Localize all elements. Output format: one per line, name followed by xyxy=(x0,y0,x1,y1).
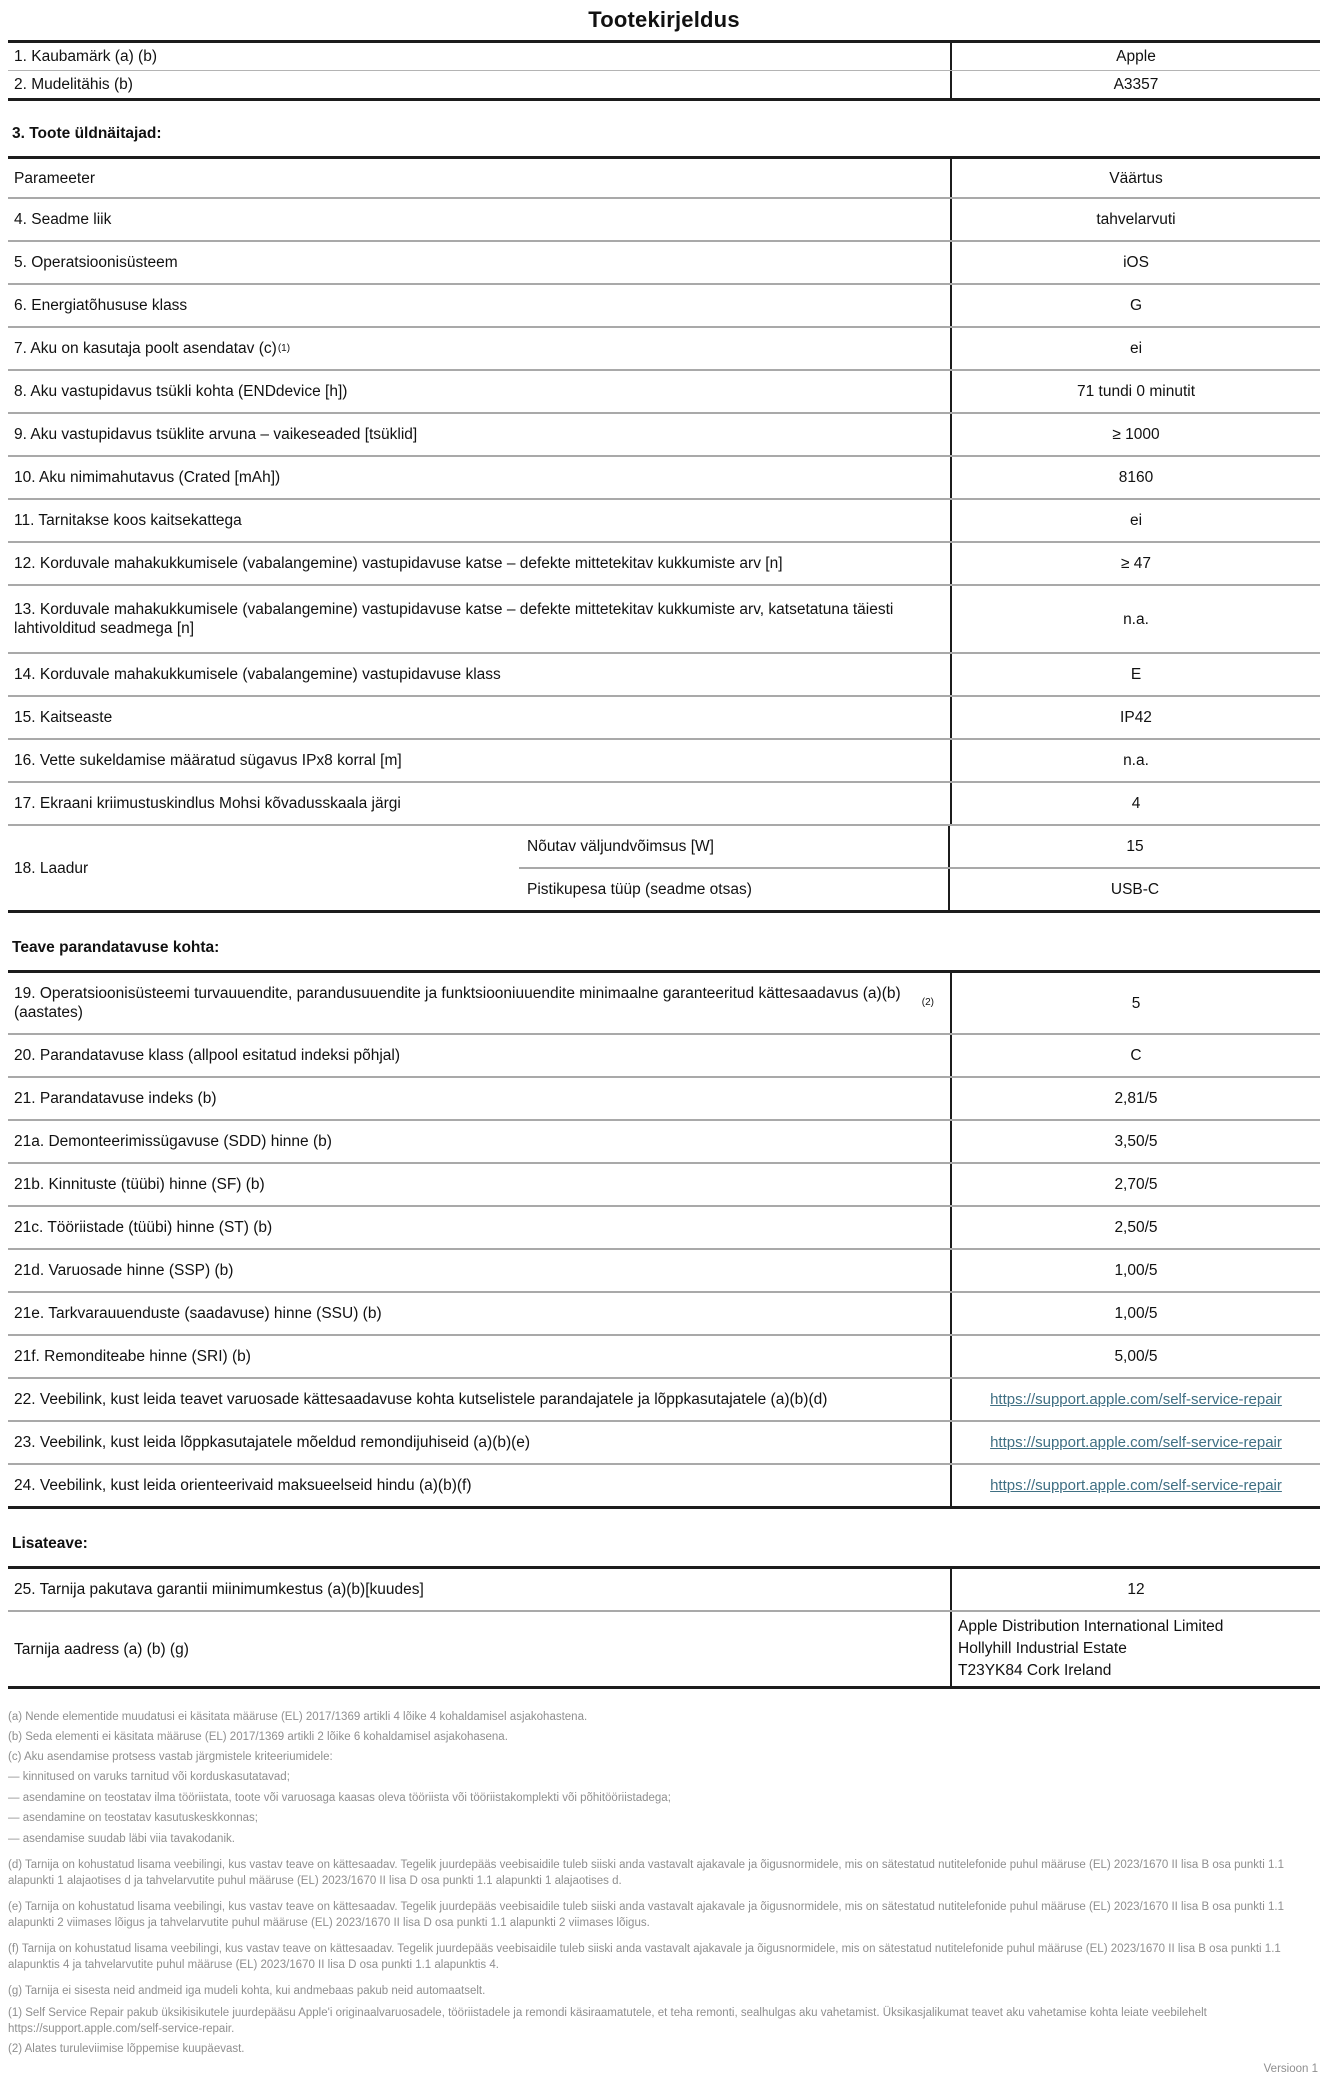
section-heading-repair: Teave parandatavuse kohta: xyxy=(12,939,220,956)
column-header-value: Väärtus xyxy=(950,159,1320,197)
column-header-parameter: Parameeter xyxy=(14,169,95,187)
row-label: 5. Operatsioonisüsteem xyxy=(14,254,178,271)
table-row xyxy=(8,695,1320,738)
self-service-repair-link[interactable]: https://support.apple.com/self-service-repair xyxy=(990,1434,1282,1451)
row-label: 1. Kaubamärk (a) (b) xyxy=(14,48,157,65)
address-line: Apple Distribution International Limited xyxy=(958,1618,1224,1635)
row-label: 24. Veebilink, kust leida orienteerivaid maksueelseid hindu (a)(b)(f) xyxy=(14,1477,472,1494)
row-label-text: 7. Aku on kasutaja poolt asendatav (c) xyxy=(14,340,277,357)
table-row xyxy=(8,1334,1320,1377)
table-row xyxy=(8,283,1320,326)
row-label: 6. Energiatõhususe klass xyxy=(14,297,188,314)
row-value: 8160 xyxy=(950,457,1320,498)
table-row xyxy=(8,1377,1320,1420)
table-row xyxy=(8,973,1320,1033)
table-row xyxy=(8,1119,1320,1162)
row-value xyxy=(950,1465,1320,1506)
row-value: ≥ 1000 xyxy=(950,414,1320,455)
row-label xyxy=(8,328,950,369)
row-label: 10. Aku nimimahutavus (Crated [mAh]) xyxy=(14,469,281,486)
row-value: Apple xyxy=(950,43,1320,70)
table-row xyxy=(8,498,1320,541)
row-label: 11. Tarnitakse koos kaitsekattega xyxy=(14,512,242,529)
row-label: 17. Ekraani kriimustuskindlus Mohsi kõvadusskaala järgi xyxy=(14,795,401,812)
table-row xyxy=(8,326,1320,369)
row-label: 21c. Tööriistade (tüübi) hinne (ST) (b) xyxy=(14,1219,273,1236)
row-label: 12. Korduvale mahakukkumisele (vabalangemine) vastupidavuse katse – defekte mittetekitav kukkumiste arv [n] xyxy=(14,555,783,572)
address-line: T23YK84 Cork Ireland xyxy=(958,1662,1112,1679)
row-label: 13. Korduvale mahakukkumisele (vabalangemine) vastupidavuse katse – defekte mittetekitav kukkumiste arv, katsetatuna täiesti lahtivolditud seadmega [n] xyxy=(14,601,894,637)
footnote-a: (a) Nende elementide muudatusi ei käsitata määruse (EL) 2017/1369 artikli 4 lõike 4 kohaldamisel asjakohastena. xyxy=(8,1711,588,1723)
address-line: Hollyhill Industrial Estate xyxy=(958,1640,1127,1657)
charger-subrow xyxy=(519,867,1320,910)
footnote-c-item: — asendamine on teostatav ilma tööriistata, toote või varuosaga kaasas oleva tööriista või tööriistakomplekti või põhitööriistadega; xyxy=(8,1791,671,1804)
row-label-text: 19. Operatsioonisüsteemi turvauuendite, parandusuuendite ja funktsiooniuuendite minimaalne garanteeritud kättesaadavus (a)(b)(aastates) xyxy=(14,985,901,1021)
table-row xyxy=(8,1033,1320,1076)
row-value: ei xyxy=(950,500,1320,541)
brand-table xyxy=(8,40,1320,101)
row-value: n.a. xyxy=(950,740,1320,781)
row-value: 2,50/5 xyxy=(950,1207,1320,1248)
subrow-value: 15 xyxy=(948,826,1320,867)
row-label: 21d. Varuosade hinne (SSP) (b) xyxy=(14,1262,234,1279)
footnote-d: (d) Tarnija on kohustatud lisama veebilingi, kus vastav teave on kättesaadav. Tegelik juurdepääs veebisaidile tuleb siiski anda vastavalt ajakavale ja õigusnormidele, mis on sätestatud nutitelefonide puhul määruse (EL) 2023/1670 II lisa B osa punkti 1.1 alapunkti 1 alajaotises d ja tahvelarvutite puhul määruse (EL) 2023/1670 II lisa D osa punkti 1.1 alapunkti 1 alajaotises d. xyxy=(8,1858,1284,1887)
table-row xyxy=(8,240,1320,283)
table-row xyxy=(8,1291,1320,1334)
table-row xyxy=(8,652,1320,695)
row-value: 3,50/5 xyxy=(950,1121,1320,1162)
footnote-ref-1: (1) xyxy=(277,342,291,354)
row-label: 23. Veebilink, kust leida lõppkasutajatele mõeldud remondijuhiseid (a)(b)(e) xyxy=(14,1434,531,1451)
row-value: 5 xyxy=(950,973,1320,1033)
row-value: 5,00/5 xyxy=(950,1336,1320,1377)
row-value: G xyxy=(950,285,1320,326)
table-row xyxy=(8,1205,1320,1248)
row-value: IP42 xyxy=(950,697,1320,738)
table-row xyxy=(8,412,1320,455)
table-row xyxy=(8,1569,1320,1610)
row-value: 1,00/5 xyxy=(950,1250,1320,1291)
table-row xyxy=(8,1463,1320,1506)
charger-subrow xyxy=(519,826,1320,867)
row-value: tahvelarvuti xyxy=(950,199,1320,240)
row-label: 21e. Tarkvarauuenduste (saadavuse) hinne (SSU) (b) xyxy=(14,1305,382,1322)
supplier-address xyxy=(950,1612,1320,1686)
table-row-charger xyxy=(8,824,1320,910)
row-value: ei xyxy=(950,328,1320,369)
row-value: 71 tundi 0 minutit xyxy=(950,371,1320,412)
extra-table xyxy=(8,1566,1320,1689)
table-row xyxy=(8,738,1320,781)
row-label: 18. Laadur xyxy=(14,859,89,877)
table-row xyxy=(8,1420,1320,1463)
footnote-2: (2) Alates turuleviimise lõppemise kuupäevast. xyxy=(8,2042,245,2055)
row-value: A3357 xyxy=(950,71,1320,98)
repair-table xyxy=(8,970,1320,1509)
footnote-c-item: — kinnitused on varuks tarnitud või korduskasutatavad; xyxy=(8,1771,290,1783)
row-value xyxy=(950,1422,1320,1463)
table-row xyxy=(8,1162,1320,1205)
row-label: 21f. Remonditeabe hinne (SRI) (b) xyxy=(14,1348,251,1365)
row-value: 2,70/5 xyxy=(950,1164,1320,1205)
row-value: iOS xyxy=(950,242,1320,283)
product-sheet xyxy=(8,8,1320,2075)
row-label: Tarnija aadress (a) (b) (g) xyxy=(14,1640,189,1658)
footnotes xyxy=(8,1709,1320,2057)
table-row xyxy=(8,541,1320,584)
row-label: 25. Tarnija pakutava garantii miinimumkestus (a)(b)[kuudes] xyxy=(14,1581,424,1598)
self-service-repair-link[interactable]: https://support.apple.com/self-service-repair xyxy=(990,1391,1282,1408)
subrow-value: USB-C xyxy=(948,869,1320,910)
subrow-label: Nõutav väljundvõimsus [W] xyxy=(527,837,714,855)
row-label: 20. Parandatavuse klass (allpool esitatud indeksi põhjal) xyxy=(14,1047,401,1064)
row-label: 9. Aku vastupidavus tsüklite arvuna – vaikeseaded [tsüklid] xyxy=(14,426,418,443)
table-row xyxy=(8,781,1320,824)
self-service-repair-link[interactable]: https://support.apple.com/self-service-repair xyxy=(990,1477,1282,1494)
table-row xyxy=(8,1076,1320,1119)
table-row xyxy=(8,455,1320,498)
row-value: E xyxy=(950,654,1320,695)
row-value: n.a. xyxy=(950,586,1320,652)
table-row xyxy=(8,43,1320,70)
version-label: Versioon 1 xyxy=(1263,2062,1318,2075)
footnote-1: (1) Self Service Repair pakub üksikisikutele juurdepääsu Apple'i originaalvaruosadele, tööriistadele ja remondi käsiraamatutele, et teha remonti, sealhulgas aku vahetamist. Üksikasjalikumat teavet aku vahetamise kohta leiate veebilehelt https://support.apple.com/self-service-repair. xyxy=(8,2006,1207,2035)
table-row xyxy=(8,369,1320,412)
row-label: 21b. Kinnituste (tüübi) hinne (SF) (b) xyxy=(14,1176,265,1193)
table-row xyxy=(8,584,1320,652)
table-row xyxy=(8,1248,1320,1291)
row-label: 21. Parandatavuse indeks (b) xyxy=(14,1090,217,1107)
row-label: 15. Kaitseaste xyxy=(14,709,113,726)
table-header-row xyxy=(8,159,1320,197)
table-row-supplier-address xyxy=(8,1610,1320,1686)
page-title: Tootekirjeldus xyxy=(588,7,740,32)
row-value: C xyxy=(950,1035,1320,1076)
charger-subtable xyxy=(519,826,1320,910)
row-label: 16. Vette sukeldamise määratud sügavus IPx8 korral [m] xyxy=(14,752,402,769)
row-label: 22. Veebilink, kust leida teavet varuosade kättesaadavuse kohta kutselistele parandajatele ja lõppkasutajatele (a)(b)(d) xyxy=(14,1391,828,1408)
section-heading-general: 3. Toote üldnäitajad: xyxy=(12,125,162,142)
row-value xyxy=(950,1379,1320,1420)
table-row xyxy=(8,197,1320,240)
row-value: 4 xyxy=(950,783,1320,824)
row-label: 2. Mudelitähis (b) xyxy=(14,76,133,93)
footnote-c-item: — asendamine on teostatav kasutuskeskkonnas; xyxy=(8,1812,258,1824)
row-label: 21a. Demonteerimissügavuse (SDD) hinne (b) xyxy=(14,1133,332,1150)
footnote-e: (e) Tarnija on kohustatud lisama veebilingi, kus vastav teave on kättesaadav. Tegelik juurdepääs veebisaidile tuleb siiski anda vastavalt ajakavale ja õigusnormidele, mis on sätestatud nutitelefonide puhul määruse (EL) 2023/1670 II lisa B osa punkti 1.1 alapunkti 2 viimases lõigus ja tahvelarvutite puhul määruse (EL) 2023/1670 II lisa D osa punkti 1.1 alapunkti 2 viimases lõigus. xyxy=(8,1900,1284,1929)
row-label: 4. Seadme liik xyxy=(14,211,112,228)
footnote-c-item: — asendamise suudab läbi viia tavakodanik. xyxy=(8,1832,235,1845)
general-table xyxy=(8,156,1320,913)
row-value: 1,00/5 xyxy=(950,1293,1320,1334)
row-value: ≥ 47 xyxy=(950,543,1320,584)
row-label xyxy=(8,973,950,1033)
footnote-g: (g) Tarnija ei sisesta neid andmeid iga mudeli kohta, kui andmebaas pakub neid automaatselt. xyxy=(8,1984,486,1997)
footnote-ref-2: (2) xyxy=(921,997,934,1008)
subrow-label: Pistikupesa tüüp (seadme otsas) xyxy=(527,880,752,898)
footnote-f: (f) Tarnija on kohustatud lisama veebilingi, kus vastav teave on kättesaadav. Tegelik juurdepääs veebisaidile tuleb siiski anda vastavalt ajakavale ja õigusnormidele, mis on sätestatud nutitelefonide puhul määruse (EL) 2023/1670 II lisa B osa punkti 1.1 alapunktis 4 ja tahvelarvutite puhul määruse (EL) 2023/1670 II lisa D osa punkti 1.1 alapunktis 4. xyxy=(8,1942,1281,1971)
row-label: 8. Aku vastupidavus tsükli kohta (ENDdevice [h]) xyxy=(14,383,348,400)
row-value: 2,81/5 xyxy=(950,1078,1320,1119)
row-value: 12 xyxy=(950,1569,1320,1610)
section-heading-extra: Lisateave: xyxy=(12,1535,88,1552)
table-row xyxy=(8,70,1320,98)
footnote-b: (b) Seda elementi ei käsitata määruse (EL) 2017/1369 artikli 2 lõike 6 kohaldamisel asjakohasena. xyxy=(8,1731,508,1743)
row-label: 14. Korduvale mahakukkumisele (vabalangemine) vastupidavuse klass xyxy=(14,666,501,683)
footnote-c: (c) Aku asendamise protsess vastab järgmistele kriteeriumidele: xyxy=(8,1751,333,1763)
